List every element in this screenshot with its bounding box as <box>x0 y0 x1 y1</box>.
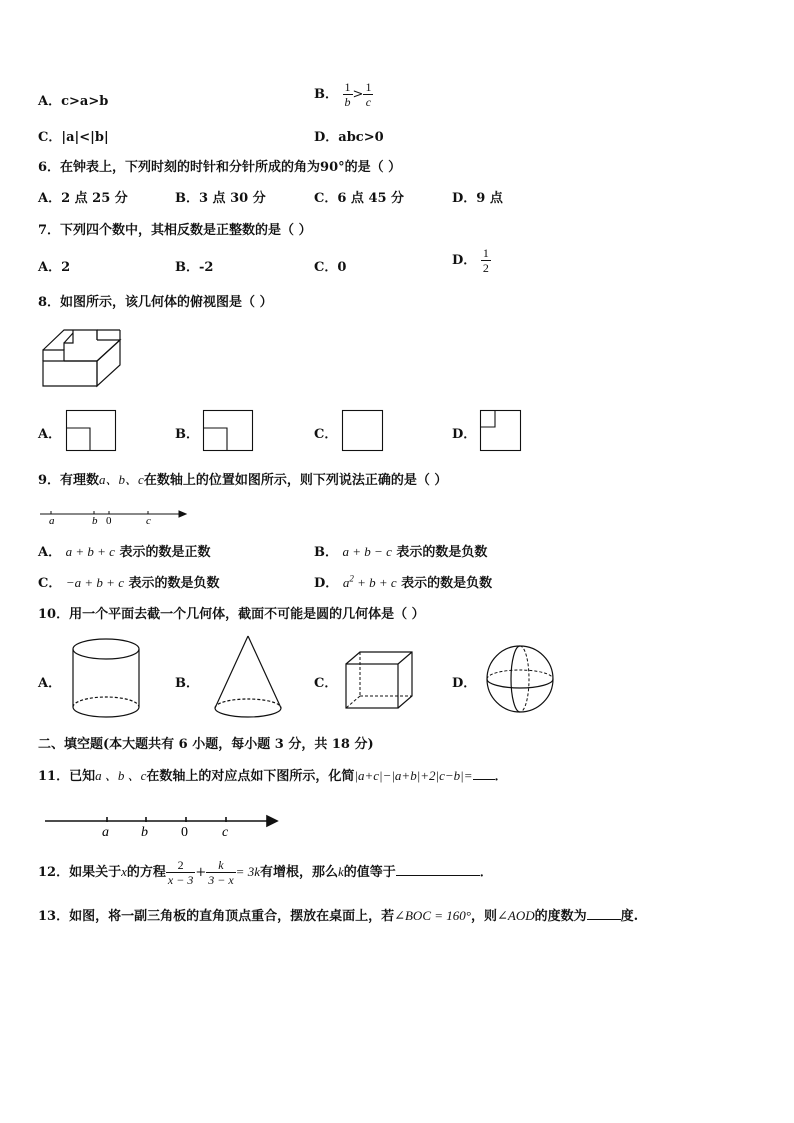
section-2-heading: 二、填空题(本大题共有 6 小题，每小题 3 分，共 18 分) <box>38 737 374 752</box>
q5-gt: > <box>352 87 364 102</box>
cylinder-figure <box>70 637 142 719</box>
fraction-denominator: x − 3 <box>167 873 194 887</box>
q6-stem: 6．在钟表上，下列时刻的时针和分针所成的角为90°的是（ ） <box>38 160 402 175</box>
q9-option-c-text: 表示的数是负数 <box>128 576 220 591</box>
q9-axis-label-a: a <box>49 515 55 527</box>
q7-option-d-label: D． <box>452 253 477 268</box>
q8-option-a-label: A． <box>38 427 62 442</box>
q11-stem-mid: 在数轴上的对应点如下图所示，化简 <box>146 769 355 784</box>
q5-option-b-label: B． <box>314 87 338 102</box>
q9-stem <box>38 469 447 488</box>
q8-option-d-label: D． <box>452 427 477 442</box>
fraction-denominator: 3 − x <box>208 873 234 887</box>
q10-option-c-label: C． <box>314 676 338 691</box>
q9-option-d-expr <box>343 575 397 590</box>
expr-rest: + b + c <box>353 575 397 590</box>
q5-option-c-text: |a|<|b| <box>61 130 109 145</box>
q10-option-b-label: B． <box>175 676 199 691</box>
q5-option-a <box>38 90 108 109</box>
fraction-numerator: 1 <box>344 80 351 94</box>
q10-option-d-label: D． <box>452 676 477 691</box>
q8-option-a-figure <box>66 410 116 451</box>
q11-answer-blank <box>473 767 495 780</box>
cone-figure <box>212 634 284 720</box>
q11-stem <box>38 765 508 784</box>
q8-option-b-label: B． <box>175 427 199 442</box>
q12-stem <box>38 858 493 887</box>
q9-option-d-label: D． <box>314 576 339 591</box>
q9-number-line <box>40 506 190 526</box>
q9-option-d-text: 表示的数是负数 <box>401 576 493 591</box>
q9-option-c <box>38 572 220 591</box>
q6-option-b: B．3 点 30 分 <box>175 191 266 206</box>
q9-option-c-label: C． <box>38 576 62 591</box>
q5-fraction-2 <box>363 80 373 109</box>
q7-option-d <box>452 246 491 275</box>
q9-stem-vars: a、b、c <box>99 472 144 487</box>
fraction-denominator: c <box>365 95 372 109</box>
q8-stem: 8．如图所示，该几何体的俯视图是（ ） <box>38 295 273 310</box>
q5-option-b <box>314 80 373 109</box>
q12-mid3: 的值等于 <box>343 865 396 880</box>
q7-option-a: A．2 <box>38 260 71 275</box>
fraction-numerator: 1 <box>482 246 489 260</box>
q10-option-a-label: A． <box>38 676 62 691</box>
q11-end: ． <box>494 769 508 784</box>
q9-option-b <box>314 541 487 560</box>
q9-option-b-text: 表示的数是负数 <box>396 545 488 560</box>
q9-axis-label-c: c <box>146 515 151 527</box>
q10-stem: 10．用一个平面去截一个几何体，截面不可能是圆的几何体是（ ） <box>38 607 425 622</box>
q9-option-a-expr: a + b + c <box>65 544 115 559</box>
q11-axis-label-c: c <box>222 825 229 840</box>
q12-mid1: 的方程 <box>126 865 166 880</box>
q9-option-d <box>314 572 492 591</box>
q12-fraction-2 <box>206 858 235 887</box>
q12-pre: 12．如果关于 <box>38 865 122 880</box>
q8-option-d-figure <box>480 410 522 451</box>
q5-option-c <box>38 126 109 145</box>
cube-figure <box>344 650 414 710</box>
q11-stem-vars: a 、b 、c <box>95 768 147 783</box>
fraction-numerator: 1 <box>365 80 372 94</box>
q5-option-a-text: c>a>b <box>61 94 109 109</box>
q5-option-d-label: D． <box>314 130 339 145</box>
q7-option-b: B．-2 <box>175 260 214 275</box>
q11-stem-pre: 11．已知 <box>38 769 96 784</box>
q6-option-d: D．9 点 <box>452 191 503 206</box>
q13-mid: ，则 <box>470 909 497 924</box>
q5-fraction-1 <box>343 80 353 109</box>
q8-solid-figure <box>40 325 120 387</box>
q8-option-c-figure <box>342 410 384 451</box>
q12-var-x: x <box>121 864 127 879</box>
q12-end: ． <box>479 865 493 880</box>
q13-pre: 13．如图，将一副三角板的直角顶点重合，摆放在桌面上，若 <box>38 909 395 924</box>
fraction-numerator: 2 <box>166 858 195 873</box>
q12-answer-blank <box>396 863 480 876</box>
q12-plus: + <box>195 865 207 880</box>
q9-stem-post: 在数轴上的位置如图所示，则下列说法正确的是（ ） <box>143 473 448 488</box>
q6-option-c: C．6 点 45 分 <box>314 191 405 206</box>
q5-option-c-label: C． <box>38 130 62 145</box>
q9-option-a-label: A． <box>38 545 62 560</box>
q8-option-c-label: C． <box>314 427 338 442</box>
q9-axis-label-0: 0 <box>106 515 112 527</box>
q13-answer-blank <box>587 907 621 920</box>
q6-option-a: A．2 点 25 分 <box>38 191 128 206</box>
q13-stem <box>38 905 638 924</box>
q11-axis-label-0: 0 <box>181 825 188 840</box>
expr-base: a <box>342 575 350 590</box>
q12-equals: = 3k <box>235 864 260 879</box>
expr-exponent: 2 <box>349 573 354 584</box>
q11-number-line <box>45 812 285 842</box>
q7-option-c: C．0 <box>314 260 347 275</box>
q12-var-k: k <box>337 864 344 879</box>
q11-axis-label-b: b <box>141 825 148 840</box>
q5-option-a-label: A． <box>38 94 62 109</box>
q13-end: 度. <box>620 909 639 924</box>
q13-post: 的度数为 <box>534 909 587 924</box>
q5-option-d <box>314 126 384 145</box>
q9-option-c-expr: −a + b + c <box>65 575 124 590</box>
fraction-denominator: 2 <box>482 261 489 275</box>
q7-fraction <box>481 246 491 275</box>
q9-stem-pre: 9．有理数 <box>38 473 100 488</box>
q9-option-b-label: B． <box>314 545 338 560</box>
fraction-denominator: b <box>344 95 351 109</box>
q11-axis-label-a: a <box>102 825 109 840</box>
q11-expression: |a+c|−|a+b|+2|c−b|= <box>354 768 473 783</box>
q12-fraction-1 <box>166 858 195 887</box>
q12-mid2: 有增根，那么 <box>259 865 338 880</box>
q8-option-b-figure <box>203 410 253 451</box>
q13-angle-boc: ∠BOC = 160° <box>394 908 471 923</box>
q9-option-b-expr: a + b − c <box>342 544 392 559</box>
fraction-numerator: k <box>206 858 235 873</box>
q13-angle-aod: ∠AOD <box>496 908 535 923</box>
q7-stem: 7．下列四个数中，其相反数是正整数的是（ ） <box>38 223 312 238</box>
q9-axis-label-b: b <box>92 515 98 527</box>
sphere-figure <box>485 643 555 715</box>
q9-option-a-text: 表示的数是正数 <box>119 545 211 560</box>
q9-option-a <box>38 541 211 560</box>
q5-option-d-text: abc>0 <box>338 130 384 145</box>
